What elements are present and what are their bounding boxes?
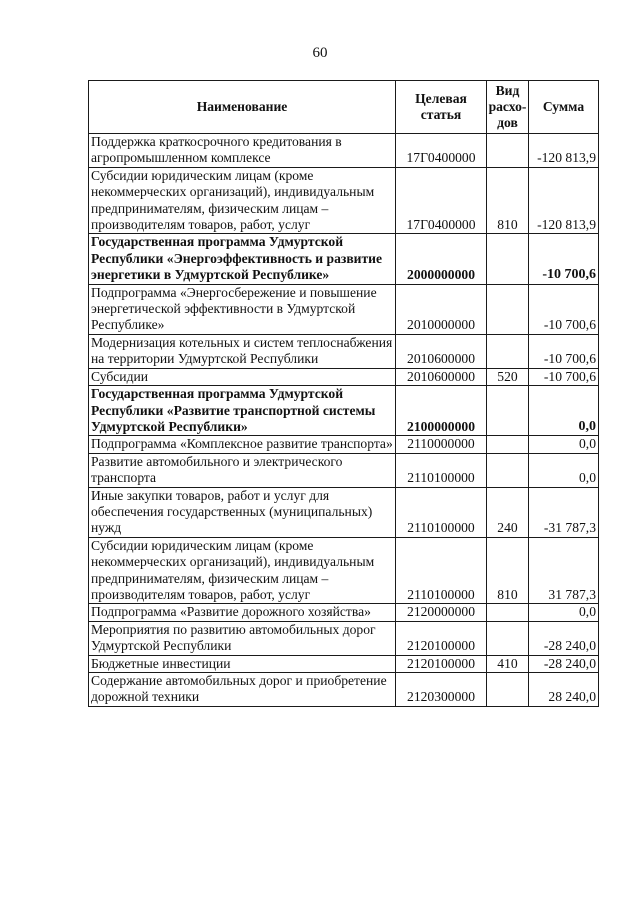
table-row — [89, 134, 599, 168]
header-target-article: Целевая статья — [396, 81, 487, 134]
table-header-row — [89, 81, 599, 134]
row-target-article: 2110100000 — [396, 487, 487, 537]
row-expense-type: 810 — [487, 167, 529, 234]
row-expense-type — [487, 234, 529, 284]
row-expense-type — [487, 453, 529, 487]
row-target-article: 2120100000 — [396, 621, 487, 655]
row-sum: -28 240,0 — [529, 621, 599, 655]
row-sum: 0,0 — [529, 386, 599, 436]
row-sum: -10 700,6 — [529, 334, 599, 368]
row-name: Субсидии юридическим лицам (кроме некоммерческих организаций), индивидуальным предпринимателям, физическим лицам – производителям товаров, работ, услуг — [89, 537, 396, 604]
row-expense-type — [487, 386, 529, 436]
row-sum: -10 700,6 — [529, 284, 599, 334]
table-row — [89, 621, 599, 655]
table-row — [89, 604, 599, 621]
row-name: Мероприятия по развитию автомобильных дорог Удмуртской Республики — [89, 621, 396, 655]
table-row — [89, 234, 599, 284]
row-target-article: 2100000000 — [396, 386, 487, 436]
row-target-article: 17Г0400000 — [396, 167, 487, 234]
row-name: Подпрограмма «Энергосбережение и повышение энергетической эффективности в Удмуртской Республике» — [89, 284, 396, 334]
table-row — [89, 487, 599, 537]
row-name: Содержание автомобильных дорог и приобретение дорожной техники — [89, 673, 396, 707]
row-name: Субсидии — [89, 368, 396, 385]
header-sum: Сумма — [529, 81, 599, 134]
table-row — [89, 284, 599, 334]
row-target-article: 2010000000 — [396, 284, 487, 334]
row-expense-type — [487, 436, 529, 453]
row-sum: 0,0 — [529, 436, 599, 453]
row-target-article: 2110000000 — [396, 436, 487, 453]
row-sum: -10 700,6 — [529, 368, 599, 385]
table-row — [89, 368, 599, 385]
row-name: Государственная программа Удмуртской Республики «Развитие транспортной системы Удмуртской Республики» — [89, 386, 396, 436]
row-expense-type: 520 — [487, 368, 529, 385]
row-sum: 28 240,0 — [529, 673, 599, 707]
row-expense-type — [487, 673, 529, 707]
row-sum: -28 240,0 — [529, 655, 599, 672]
row-name: Субсидии юридическим лицам (кроме некоммерческих организаций), индивидуальным предпринимателям, физическим лицам – производителям товаров, работ, услуг — [89, 167, 396, 234]
row-target-article: 2110100000 — [396, 537, 487, 604]
row-name: Иные закупки товаров, работ и услуг для обеспечения государственных (муниципальных) нужд — [89, 487, 396, 537]
row-name: Развитие автомобильного и электрического транспорта — [89, 453, 396, 487]
table-row — [89, 436, 599, 453]
row-name: Бюджетные инвестиции — [89, 655, 396, 672]
row-sum: -120 813,9 — [529, 167, 599, 234]
row-expense-type: 410 — [487, 655, 529, 672]
row-name: Подпрограмма «Развитие дорожного хозяйства» — [89, 604, 396, 621]
row-sum: 0,0 — [529, 604, 599, 621]
table-row — [89, 673, 599, 707]
row-name: Модернизация котельных и систем теплоснабжения на территории Удмуртской Республики — [89, 334, 396, 368]
row-target-article: 2010600000 — [396, 368, 487, 385]
row-target-article: 2010600000 — [396, 334, 487, 368]
row-sum: 0,0 — [529, 453, 599, 487]
row-sum: -31 787,3 — [529, 487, 599, 537]
table-row — [89, 537, 599, 604]
table-row — [89, 167, 599, 234]
row-expense-type — [487, 134, 529, 168]
row-target-article: 2120100000 — [396, 655, 487, 672]
row-expense-type — [487, 334, 529, 368]
row-name: Поддержка краткосрочного кредитования в агропромышленном комплексе — [89, 134, 396, 168]
row-expense-type — [487, 604, 529, 621]
row-name: Подпрограмма «Комплексное развитие транспорта» — [89, 436, 396, 453]
row-expense-type: 240 — [487, 487, 529, 537]
row-name: Государственная программа Удмуртской Республики «Энергоэффективность и развитие энергетики в Удмуртской Республике» — [89, 234, 396, 284]
table-row — [89, 386, 599, 436]
row-sum: -10 700,6 — [529, 234, 599, 284]
row-target-article: 2110100000 — [396, 453, 487, 487]
row-expense-type: 810 — [487, 537, 529, 604]
row-target-article: 2120000000 — [396, 604, 487, 621]
row-sum: -120 813,9 — [529, 134, 599, 168]
table-body — [89, 134, 599, 707]
row-sum: 31 787,3 — [529, 537, 599, 604]
budget-table — [88, 80, 599, 707]
row-target-article: 17Г0400000 — [396, 134, 487, 168]
row-expense-type — [487, 621, 529, 655]
table-row — [89, 334, 599, 368]
header-name: Наименование — [89, 81, 396, 134]
row-expense-type — [487, 284, 529, 334]
table-row — [89, 453, 599, 487]
header-expense-type: Вид расхо- дов — [487, 81, 529, 134]
row-target-article: 2120300000 — [396, 673, 487, 707]
table-row — [89, 655, 599, 672]
page-number: 60 — [312, 45, 328, 61]
row-target-article: 2000000000 — [396, 234, 487, 284]
